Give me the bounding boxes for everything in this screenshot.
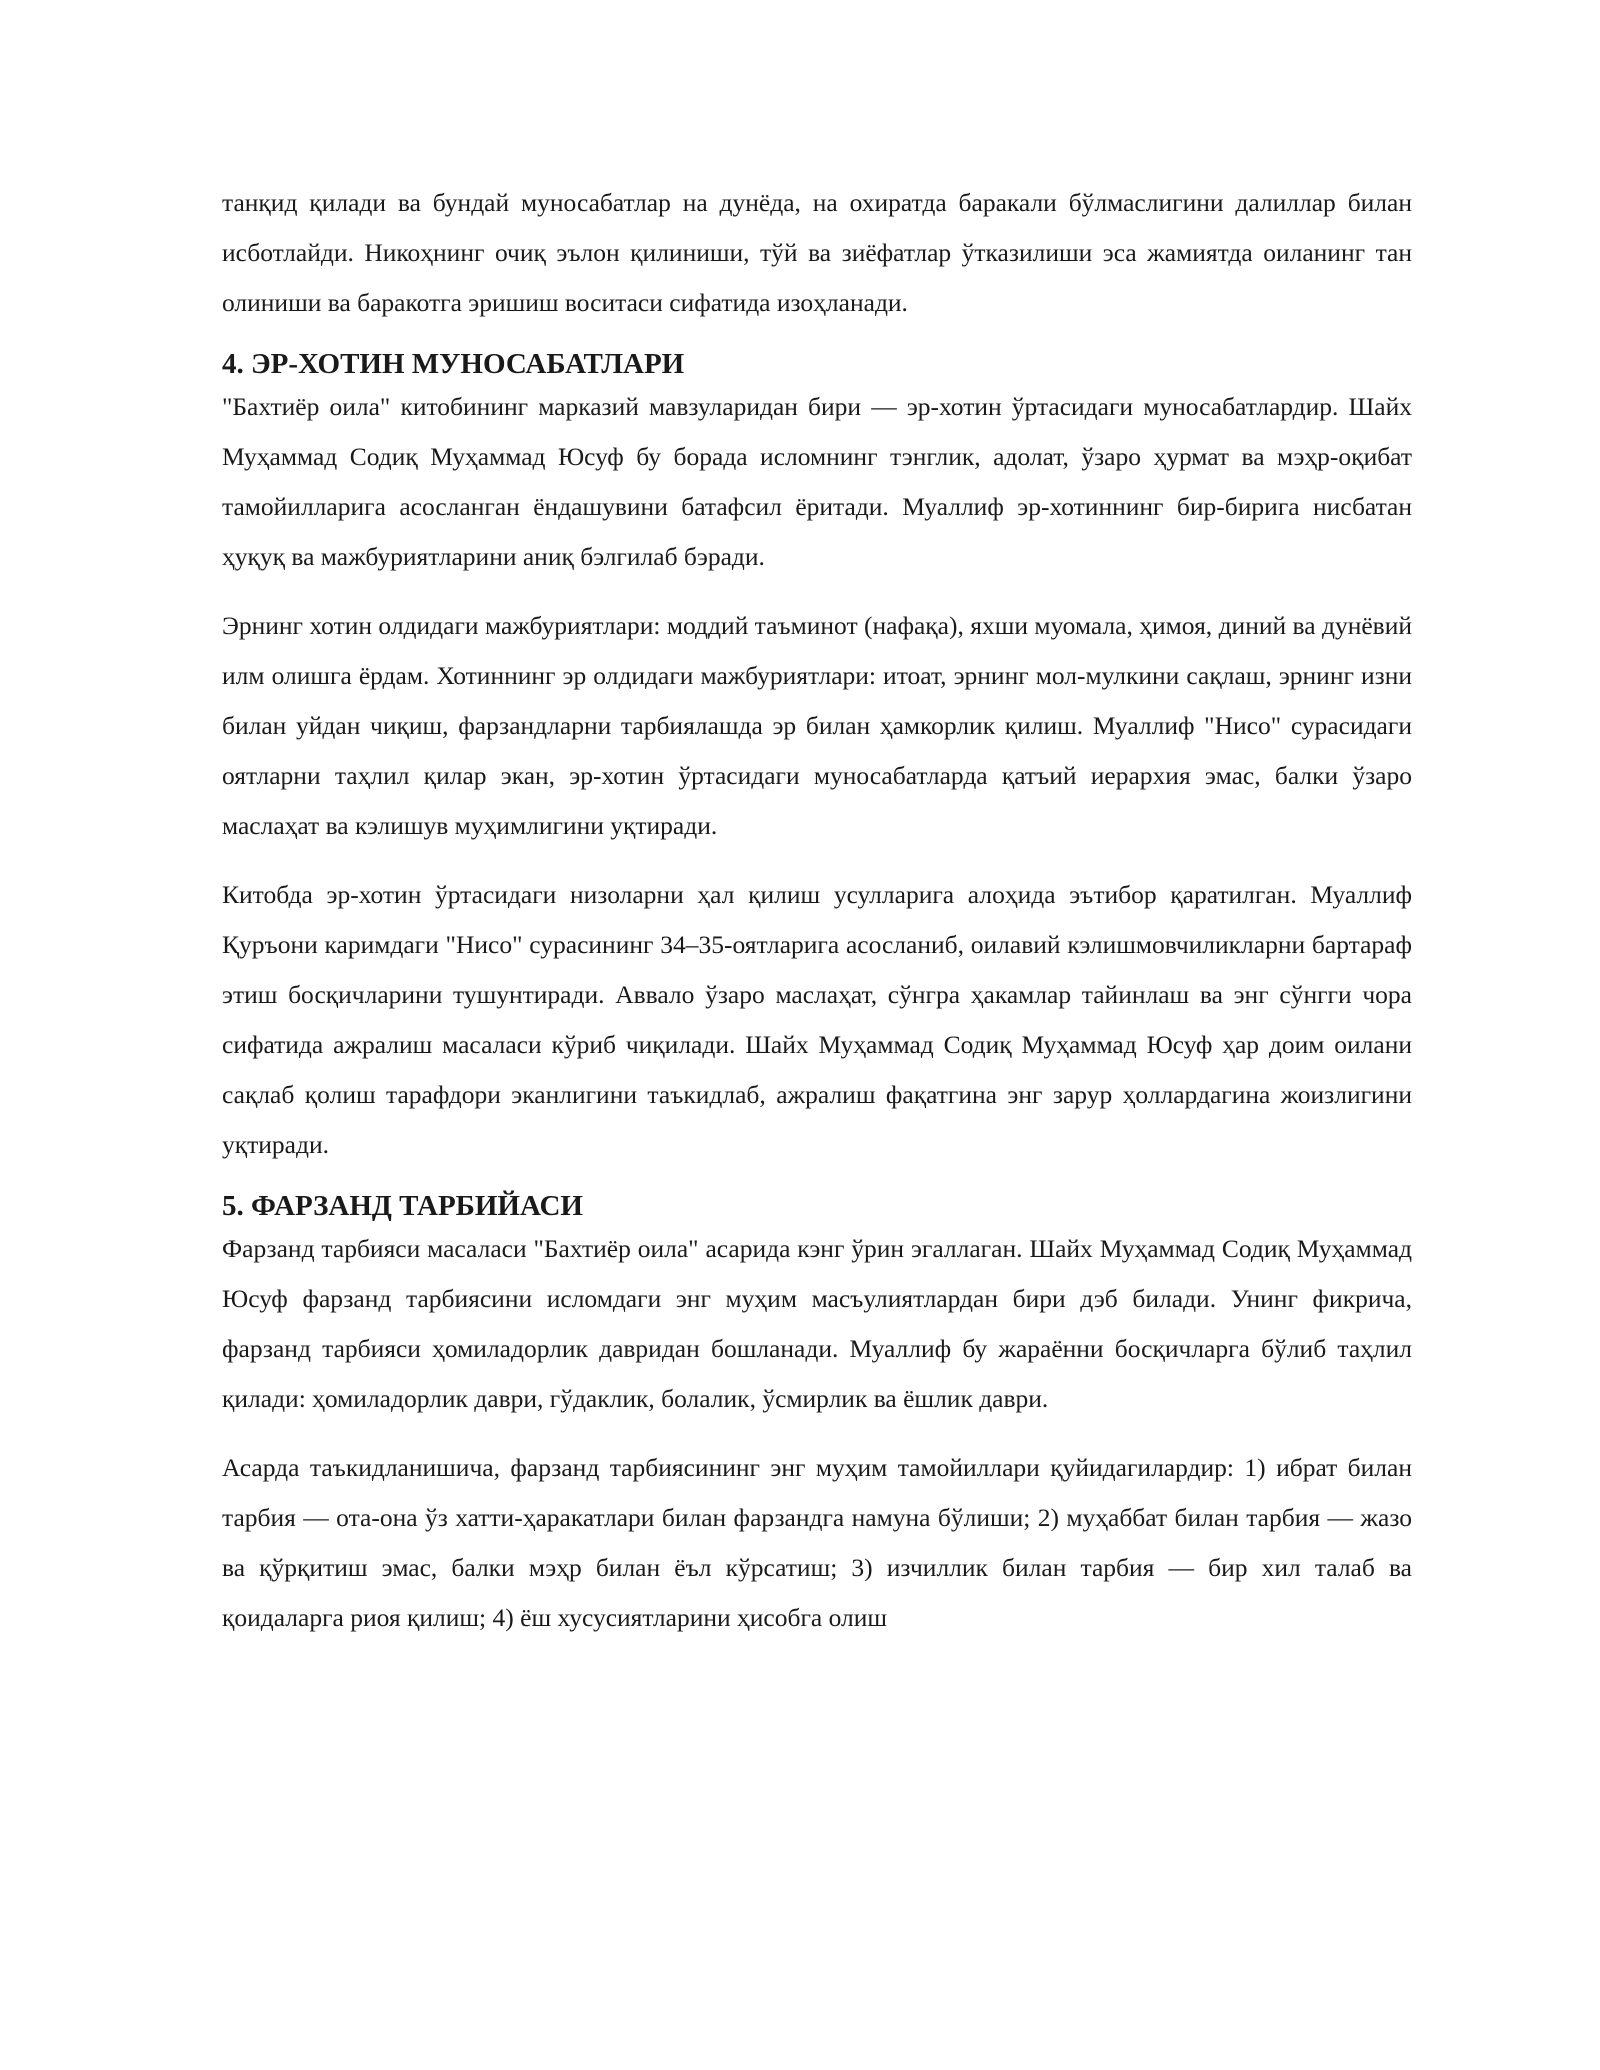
paragraph-intro: танқид қилади ва бундай муносабатлар на дунёда, на охиратда баракали бўлмаслигини далиллар билан исботлайди. Никоҳнинг очиқ эълон қилиниши, тўй ва зиёфатлар ўтказилиши эса жамиятда оиланинг тан олиниши ва баракотга эришиш воситаси сифатида изоҳланади.	[222, 188, 1412, 317]
paragraph-4-3: Китобда эр-хотин ўртасидаги низоларни ҳал қилиш усулларига алоҳида эътибор қаратилган. Муаллиф Қуръони каримдаги "Нисо" сурасининг 34–35-оятларига асосланиб, оилавий кэлишмовчиликларни бартараф этиш босқичларини тушунтиради. Аввало ўзаро маслаҳат, сўнгра ҳакамлар тайинлаш ва энг сўнгги чора сифатида ажралиш масаласи кўриб чиқилади. Шайх Муҳаммад Содиқ Муҳаммад Юсуф ҳар доим оилани сақлаб қолиш тарафдори эканлигини таъкидлаб, ажралиш фақатгина энг зарур ҳоллардагина жоизлигини уқтиради.	[222, 879, 1412, 1159]
document-page	[222, 178, 1412, 1662]
paragraph-4-2: Эрнинг хотин олдидаги мажбуриятлари: моддий таъминот (нафақа), яхши муомала, ҳимоя, диний ва дунёвий илм олишга ёрдам. Хотиннинг эр олдидаги мажбуриятлари: итоат, эрнинг мол-мулкини сақлаш, эрнинг изни билан уйдан чиқиш, фарзандларни тарбиялашда эр билан ҳамкорлик қилиш. Муаллиф "Нисо" сурасидаги оятларни таҳлил қилар экан, эр-хотин ўртасидаги муносабатларда қатъий иерархия эмас, балки ўзаро маслаҳат ва кэлишув муҳимлигини уқтиради.	[222, 610, 1412, 840]
section-heading-5: 5. ФАРЗАНД ТАРБИЙАСИ	[222, 1189, 583, 1222]
paragraph-4-1: "Бахтиёр оила" китобининг марказий мавзуларидан бири — эр-хотин ўртасидаги муносабатлардир. Шайх Муҳаммад Содиқ Муҳаммад Юсуф бу борада исломнинг тэнглик, адолат, ўзаро ҳурмат ва мэҳр-оқибат тамойилларига асосланган ёндашувини батафсил ёритади. Муаллиф эр-хотиннинг бир-бирига нисбатан ҳуқуқ ва мажбуриятларини аниқ бэлгилаб бэради.	[222, 391, 1412, 571]
paragraph-5-1: Фарзанд тарбияси масаласи "Бахтиёр оила" асарида кэнг ўрин эгаллаган. Шайх Муҳаммад Содиқ Муҳаммад Юсуф фарзанд тарбиясини исломдаги энг муҳим масъулиятлардан бири дэб билади. Унинг фикрича, фарзанд тарбияси ҳомиладорлик давридан бошланади. Муаллиф бу жараённи босқичларга бўлиб таҳлил қилади: ҳомиладорлик даври, гўдаклик, болалик, ўсмирлик ва ёшлик даври.	[222, 1233, 1412, 1413]
paragraph-5-2: Асарда таъкидланишича, фарзанд тарбиясининг энг муҳим тамойиллари қуйидагилардир: 1) ибрат билан тарбия — ота-она ўз хатти-ҳаракатлари билан фарзандга намуна бўлиши; 2) муҳаббат билан тарбия — жазо ва қўрқитиш эмас, балки мэҳр билан ёъл кўрсатиш; 3) изчиллик билан тарбия — бир хил талаб ва қоидаларга риоя қилиш; 4) ёш хусусиятларини ҳисобга олиш	[222, 1452, 1412, 1632]
section-heading-4: 4. ЭР-ХОТИН МУНОСАБАТЛАРИ	[222, 348, 685, 380]
